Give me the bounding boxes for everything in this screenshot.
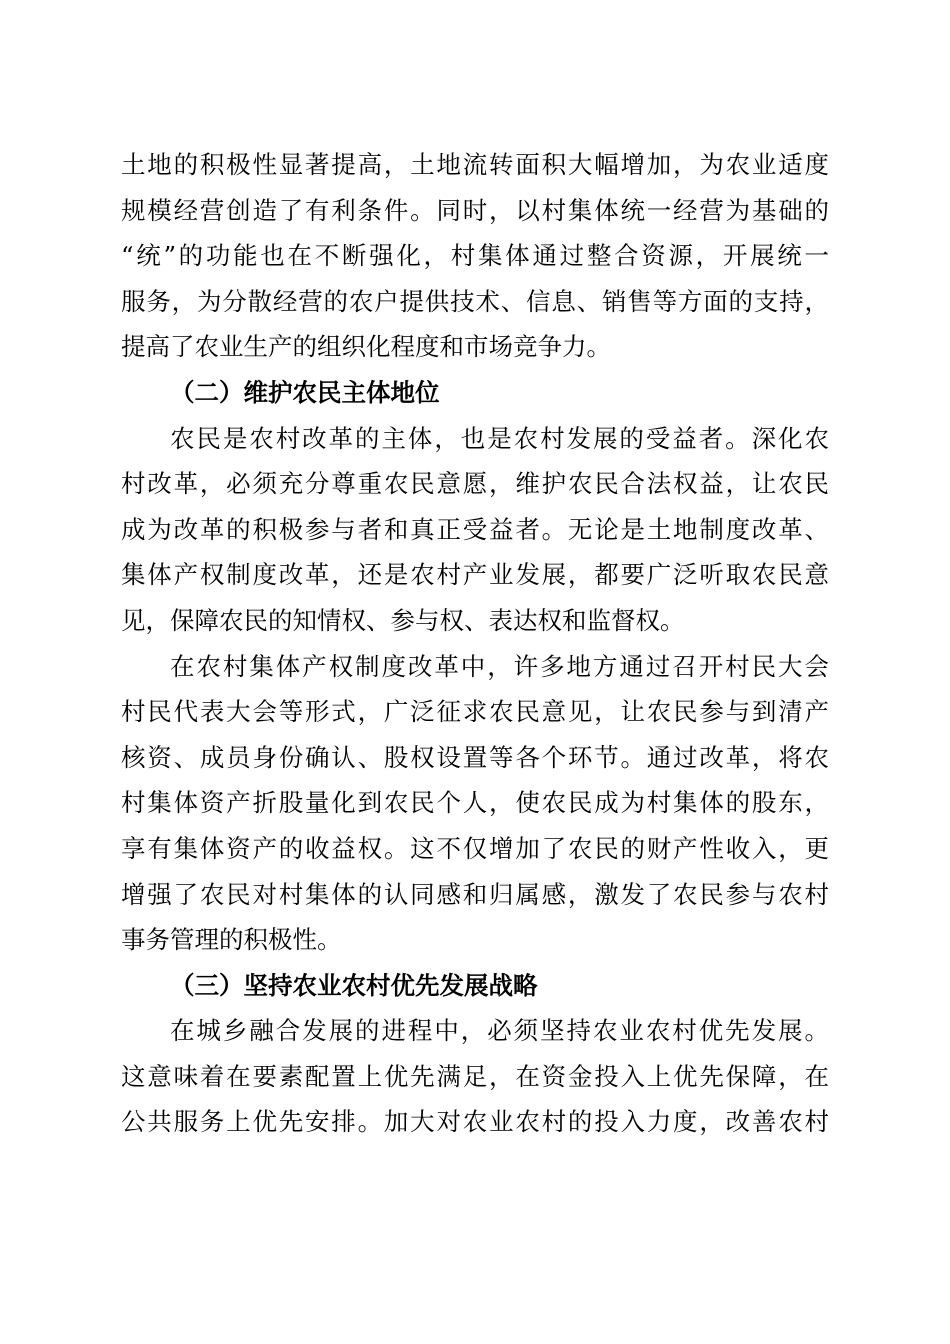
document-page bbox=[121, 142, 829, 1145]
text-line: 这意味着在要素配置上优先满足，在资金投入上优先保障，在 bbox=[121, 1061, 829, 1091]
text-line: 村集体资产折股量化到农民个人，使农民成为村集体的股东， bbox=[121, 788, 829, 818]
paragraph-first-line: 农民是农村改革的主体，也是农村发展的受益者。深化农 bbox=[170, 423, 829, 453]
paragraph-first-line: 在城乡融合发展的进程中，必须坚持农业农村优先发展。 bbox=[170, 1016, 829, 1046]
text-line: 享有集体资产的收益权。这不仅增加了农民的财产性收入，更 bbox=[121, 833, 829, 863]
text-line: 公共服务上优先安排。加大对农业农村的投入力度，改善农村 bbox=[121, 1107, 829, 1137]
text-line: 提高了农业生产的组织化程度和市场竞争力。 bbox=[121, 332, 611, 362]
text-line: 规模经营创造了有利条件。同时，以村集体统一经营为基础的 bbox=[121, 195, 829, 225]
text-line: “统”的功能也在不断强化，村集体通过整合资源，开展统一 bbox=[121, 241, 829, 271]
text-line: 服务，为分散经营的农户提供技术、信息、销售等方面的支持， bbox=[121, 286, 829, 316]
text-line: 核资、成员身份确认、股权设置等各个环节。通过改革，将农 bbox=[121, 742, 829, 772]
paragraph-first-line: 在农村集体产权制度改革中，许多地方通过召开村民大会 bbox=[170, 651, 829, 681]
text-line: 成为改革的积极参与者和真正受益者。无论是土地制度改革、 bbox=[121, 514, 829, 544]
text-line: 事务管理的积极性。 bbox=[121, 925, 342, 955]
text-line: 集体产权制度改革，还是农村产业发展，都要广泛听取农民意 bbox=[121, 560, 829, 590]
section-heading-2: （二）维护农民主体地位 bbox=[170, 377, 440, 407]
text-line: 增强了农民对村集体的认同感和归属感，激发了农民参与农村 bbox=[121, 879, 829, 909]
section-heading-3: （三）坚持农业农村优先发展战略 bbox=[170, 970, 538, 1000]
text-line: 土地的积极性显著提高，土地流转面积大幅增加，为农业适度 bbox=[121, 150, 829, 179]
text-line: 村改革，必须充分尊重农民意愿，维护农民合法权益，让农民 bbox=[121, 469, 829, 499]
text-line: 村民代表大会等形式，广泛征求农民意见，让农民参与到清产 bbox=[121, 697, 829, 727]
text-line: 见，保障农民的知情权、参与权、表达权和监督权。 bbox=[121, 605, 685, 635]
